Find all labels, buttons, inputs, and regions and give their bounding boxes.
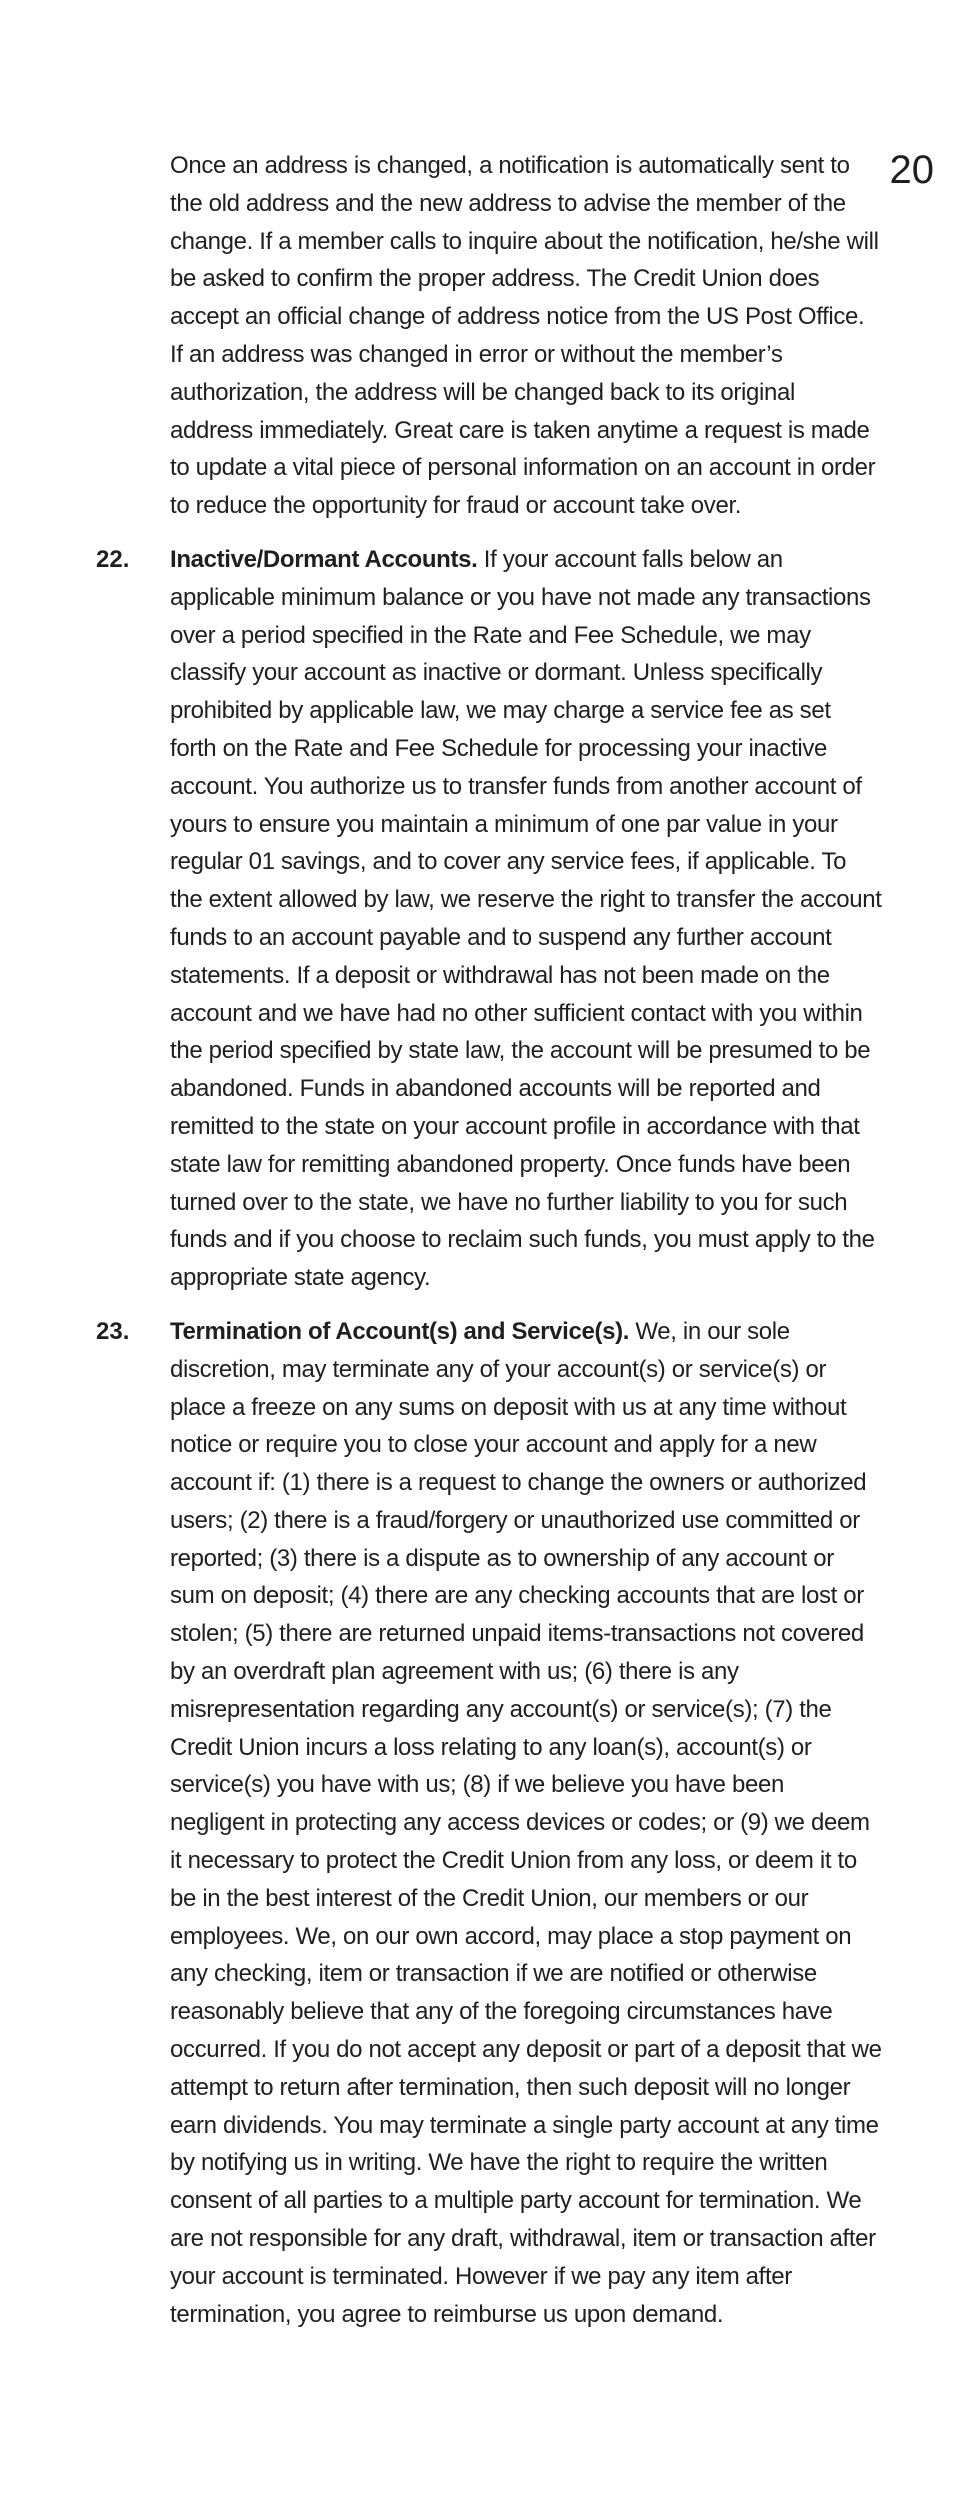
section-inactive-dormant-accounts — [96, 541, 882, 1297]
section-termination-of-accounts — [96, 1313, 882, 2334]
section-title: Termination of Account(s) and Service(s). — [170, 1317, 630, 1345]
section-number: 23. — [96, 1317, 130, 1345]
section-paragraph — [170, 1313, 882, 2334]
section-title: Inactive/Dormant Accounts. — [170, 545, 478, 573]
section-body: If your account falls below an applicable minimum balance or you have not made any transactions over a period specified in the Rate and Fee Schedule, we may classify your account as inactive or dormant. Unless specifically prohibited by applicable law, we may charge a service fee as set forth on the Rate and Fee Schedule for processing your inactive account. You authorize us to transfer funds from another account of yours to ensure you maintain a minimum of one par value in your regular 01 savings, and to cover any service fees, if applicable. To the extent allowed by law, we reserve the right to transfer the account funds to an account payable and to suspend any further account statements. If a deposit or withdrawal has not been made on the account and we have had no other sufficient contact with you within the period specified by state law, the account will be presumed to be abandoned. Funds in abandoned accounts will be reported and remitted to the state on your account profile in accordance with that state law for remitting abandoned property. Once funds have been turned over to the state, we have no further liability to you for such funds and if you choose to reclaim such funds, you must apply to the appropriate state agency. — [170, 545, 882, 1292]
document-body — [96, 147, 882, 2333]
page-number: 20 — [889, 148, 934, 192]
section-number: 22. — [96, 545, 130, 573]
section-paragraph — [170, 541, 882, 1297]
intro-paragraph: Once an address is changed, a notification is automatically sent to the old address and the new address to advise the member of the change. If a member calls to inquire about the notification, he/she will be asked to confirm the proper address. The Credit Union does accept an official change of address notice from the US Post Office. If an address was changed in error or without the member’s authorization, the address will be changed back to its original address immediately. Great care is taken anytime a request is made to update a vital piece of personal information on an account in order to reduce the opportunity for fraud or account take over. — [170, 152, 879, 520]
section-body: We, in our sole discretion, may terminate any of your account(s) or service(s) or place a freeze on any sums on deposit with us at any time without notice or require you to close your account and apply for a new account if: (1) there is a request to change the owners or authorized users; (2) there is a fraud/forgery or unauthorized use committed or reported; (3) there is a dispute as to ownership of any account or sum on deposit; (4) there are any checking accounts that are lost or stolen; (5) there are returned unpaid items-transactions not covered by an overdraft plan agreement with us; (6) there is any misrepresentation regarding any account(s) or service(s); (7) the Credit Union incurs a loss relating to any loan(s), account(s) or service(s) you have with us; (8) if we believe you have been negligent in protecting any access devices or codes; or (9) we deem it necessary to protect the Credit Union from any loss, or deem it to be in the best interest of the Credit Union, our members or our employees. We, on our own accord, may place a stop payment on any checking, item or transaction if we are notified or otherwise reasonably believe that any of the foregoing circumstances have occurred. If you do not accept any deposit or part of a deposit that we attempt to return after termination, then such deposit will no longer earn dividends. You may terminate a single party account at any time by notifying us in writing. We have the right to require the written consent of all parties to a multiple party account for termination. We are not responsible for any draft, withdrawal, item or transaction after your account is terminated. However if we pay any item after termination, you agree to reimburse us upon demand. — [170, 1317, 882, 2328]
